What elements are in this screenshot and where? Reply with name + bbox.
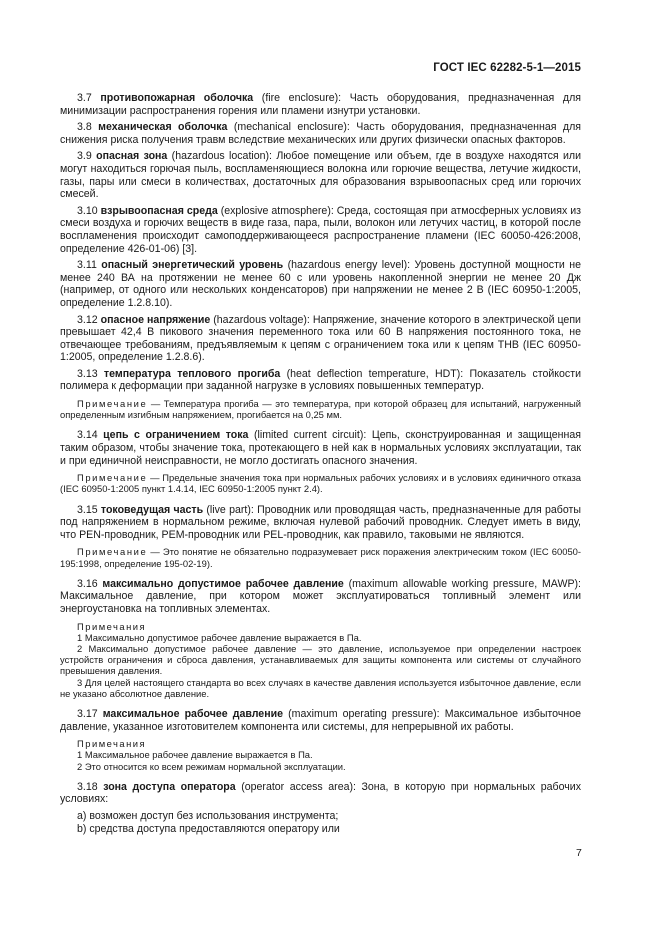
definition-3-17: 3.17 максимальное рабочее давление (maximum operating pressure): Максимальное избыточное давление, указанное изготовителем компонента или системы, для непрерывной их работы. bbox=[60, 708, 581, 733]
note-item: 1 Максимально допустимое рабочее давление выражается в Па. bbox=[77, 631, 362, 643]
definition-3-9: 3.9 опасная зона (hazardous location): Любое помещение или объем, где в воздухе находятся или могут находиться горючая пыль, воспламеняющиеся волокна или горючие вещества, летучие жидкости, газы, пары или смеси в количествах, достаточных для образования взрывоопасных сред или горючих смесей. bbox=[60, 150, 581, 201]
definition-3-10: 3.10 взрывоопасная среда (explosive atmosphere): Среда, состоящая при атмосферных условиях из смеси воздуха и горючих веществ в виде газа, пара, пыли, волокон или летучих частиц, в которой после воспламенения происходит самоподдерживающееся распространение пламени (IEC 60050-426:2008, определение 426-01-06) [3]. bbox=[60, 204, 581, 255]
list-3-18 bbox=[60, 810, 581, 835]
document-body bbox=[60, 92, 581, 835]
notes-heading: Примечания bbox=[77, 620, 147, 632]
note-item: 3 Для целей настоящего стандарта во всех случаях в качестве давления используется избыточное давление, если не указано абсолютное давление. bbox=[60, 676, 581, 699]
definition-3-8: 3.8 механическая оболочка (mechanical enclosure): Часть оборудования, предназначенная для снижения риска получения травм вследствие механических или других физически опасных факторов. bbox=[60, 121, 581, 146]
definition-3-15: 3.15 токоведущая часть (live part): Проводник или проводящая часть, предназначенные для работы под напряжением в нормальном режиме, включая нулевой рабочий проводник. Следует иметь в виду, что PEN-проводник, PEM-проводник или PEL-проводник, как правило, таковыми не являются. bbox=[60, 503, 581, 541]
definition-3-7: 3.7 противопожарная оболочка (fire enclosure): Часть оборудования, предназначенная для минимизации распространения горения или пламени изнутри установки. bbox=[60, 92, 581, 117]
definition-3-13: 3.13 температура теплового прогиба (heat deflection temperature, HDT): Показатель стойкости полимера к деформации при заданной нагрузке в условиях повышенных температур. bbox=[60, 367, 581, 393]
note-item: 2 Это относится ко всем режимам нормальной эксплуатации. bbox=[77, 760, 346, 772]
document-header: ГОСТ IEC 62282-5-1—2015 bbox=[433, 62, 581, 74]
definition-3-12: 3.12 опасное напряжение (hazardous voltage): Напряжение, значение которого в электрической цепи превышает 42,4 В пикового значения переменного тока или 60 В напряжения постоянного тока, не отвечающее требованиям, предъявляемым к цепям с ограничением тока или к цепям ТНВ (IEC 60950-1:2005, определение 1.2.8.6). bbox=[60, 313, 581, 364]
note-3-15: Примечание — Это понятие не обязательно подразумевает риск поражения электрическим током (IEC 60050-195:1998, определение 195-02-19). bbox=[60, 546, 581, 569]
note-3-13: Примечание — Температура прогиба — это температура, при которой образец для испытаний, нагруженный определенным изгибным напряжением, прогибается на 0,25 мм. bbox=[60, 398, 581, 421]
list-item: a) возможен доступ без использования инструмента; bbox=[77, 810, 339, 823]
notes-3-17 bbox=[60, 738, 581, 772]
definition-3-11: 3.11 опасный энергетический уровень (hazardous energy level): Уровень доступной мощности не менее 240 ВА на протяжении не менее 60 с или уровень накопленной энергии не менее 20 Дж (например, от одного или нескольких конденсаторов) при напряжении не менее 2 В (IEC 60950-1:2005, определение 1.2.8.10). bbox=[60, 259, 581, 309]
definition-3-14: 3.14 цепь с ограничением тока (limited current circuit): Цепь, сконструированная и защищенная таким образом, чтобы значение тока, протекающего в ней как в нормальных условиях эксплуатации, так и при единичной неисправности, не могло достигать опасного значения. bbox=[60, 429, 581, 467]
notes-3-16 bbox=[60, 621, 581, 699]
notes-heading: Примечания bbox=[77, 738, 147, 750]
note-item: 2 Максимально допустимое рабочее давление — это давление, используемое при определении настроек устройств ограничения и сброса давления, устанавливаемых для защиты компонента или системы от случайного превышения давления. bbox=[60, 643, 581, 677]
note-item: 1 Максимальное рабочее давление выражается в Па. bbox=[77, 749, 313, 761]
list-item: b) средства доступа предоставляются оператору или bbox=[77, 822, 340, 835]
definition-3-16: 3.16 максимально допустимое рабочее давление (maximum allowable working pressure, MAWP): Максимальное давление, при котором может эксплуатироваться топливный элемент или энергоустановка на топливных элементах. bbox=[60, 577, 581, 616]
definition-3-18: 3.18 зона доступа оператора (operator access area): Зона, в которую при нормальных рабочих условиях: bbox=[60, 780, 581, 806]
page-number: 7 bbox=[576, 847, 582, 859]
note-3-14: Примечание — Предельные значения тока при нормальных рабочих условиях и в условиях единичного отказа (IEC 60950-1:2005 пункт 1.4.14, IEC 60950-1:2005 пункт 2.4). bbox=[60, 472, 581, 495]
